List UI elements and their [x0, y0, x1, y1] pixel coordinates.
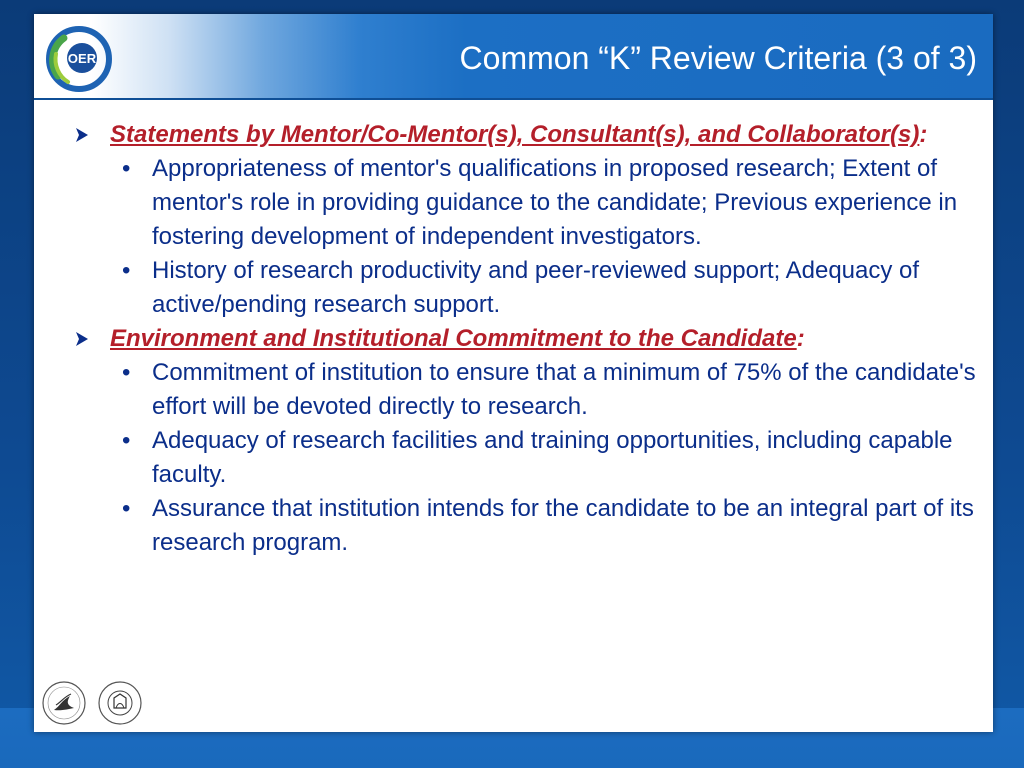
section-environment-commitment [74, 322, 979, 560]
section-heading-colon: : [919, 121, 928, 148]
bullet-dot-icon: • [122, 495, 131, 522]
list-item [122, 356, 979, 424]
footer-logos [40, 678, 150, 728]
arrow-bullet-icon [74, 127, 90, 143]
bullet-dot-icon: • [122, 155, 131, 182]
list-item-text: Assurance that institution intends for the candidate to be an integral part of its research program. [152, 495, 974, 556]
section-heading [110, 322, 979, 356]
nih-seal-icon [99, 682, 141, 724]
bullet-dot-icon: • [122, 359, 131, 386]
oer-logo-icon [44, 24, 114, 94]
list-item [122, 424, 979, 492]
list-item-text: Commitment of institution to ensure that a minimum of 75% of the candidate's effort will be devoted directly to research. [152, 359, 976, 420]
hhs-seal-icon [43, 682, 85, 724]
header-divider [34, 98, 993, 100]
list-item [122, 254, 979, 322]
list-item-text: Appropriateness of mentor's qualifications in proposed research; Extent of mentor's role in providing guidance to the candidate; Previous experience in fostering development of independent investigators. [152, 155, 958, 250]
section-heading-text: Statements by Mentor/Co-Mentor(s), Consultant(s), and Collaborator(s) [110, 121, 920, 148]
section-heading-text: Environment and Institutional Commitment to the Candidate [110, 325, 797, 352]
list-item-text: History of research productivity and peer-reviewed support; Adequacy of active/pending research support. [152, 257, 920, 318]
section-heading [110, 118, 979, 152]
bullet-list [110, 356, 979, 560]
arrow-bullet-icon [74, 331, 90, 347]
logo-text: OER [67, 51, 97, 66]
section-heading-colon: : [796, 325, 805, 352]
slide-content [74, 118, 979, 560]
bullet-dot-icon: • [122, 427, 131, 454]
list-item [122, 492, 979, 560]
bullet-list [110, 152, 979, 322]
bullet-dot-icon: • [122, 257, 131, 284]
slide-header [34, 14, 993, 100]
list-item [122, 152, 979, 254]
slide [34, 14, 993, 732]
section-mentor-statements [74, 118, 979, 322]
slide-title: Common “K” Review Criteria (3 of 3) [459, 40, 977, 76]
list-item-text: Adequacy of research facilities and training opportunities, including capable faculty. [152, 427, 953, 488]
